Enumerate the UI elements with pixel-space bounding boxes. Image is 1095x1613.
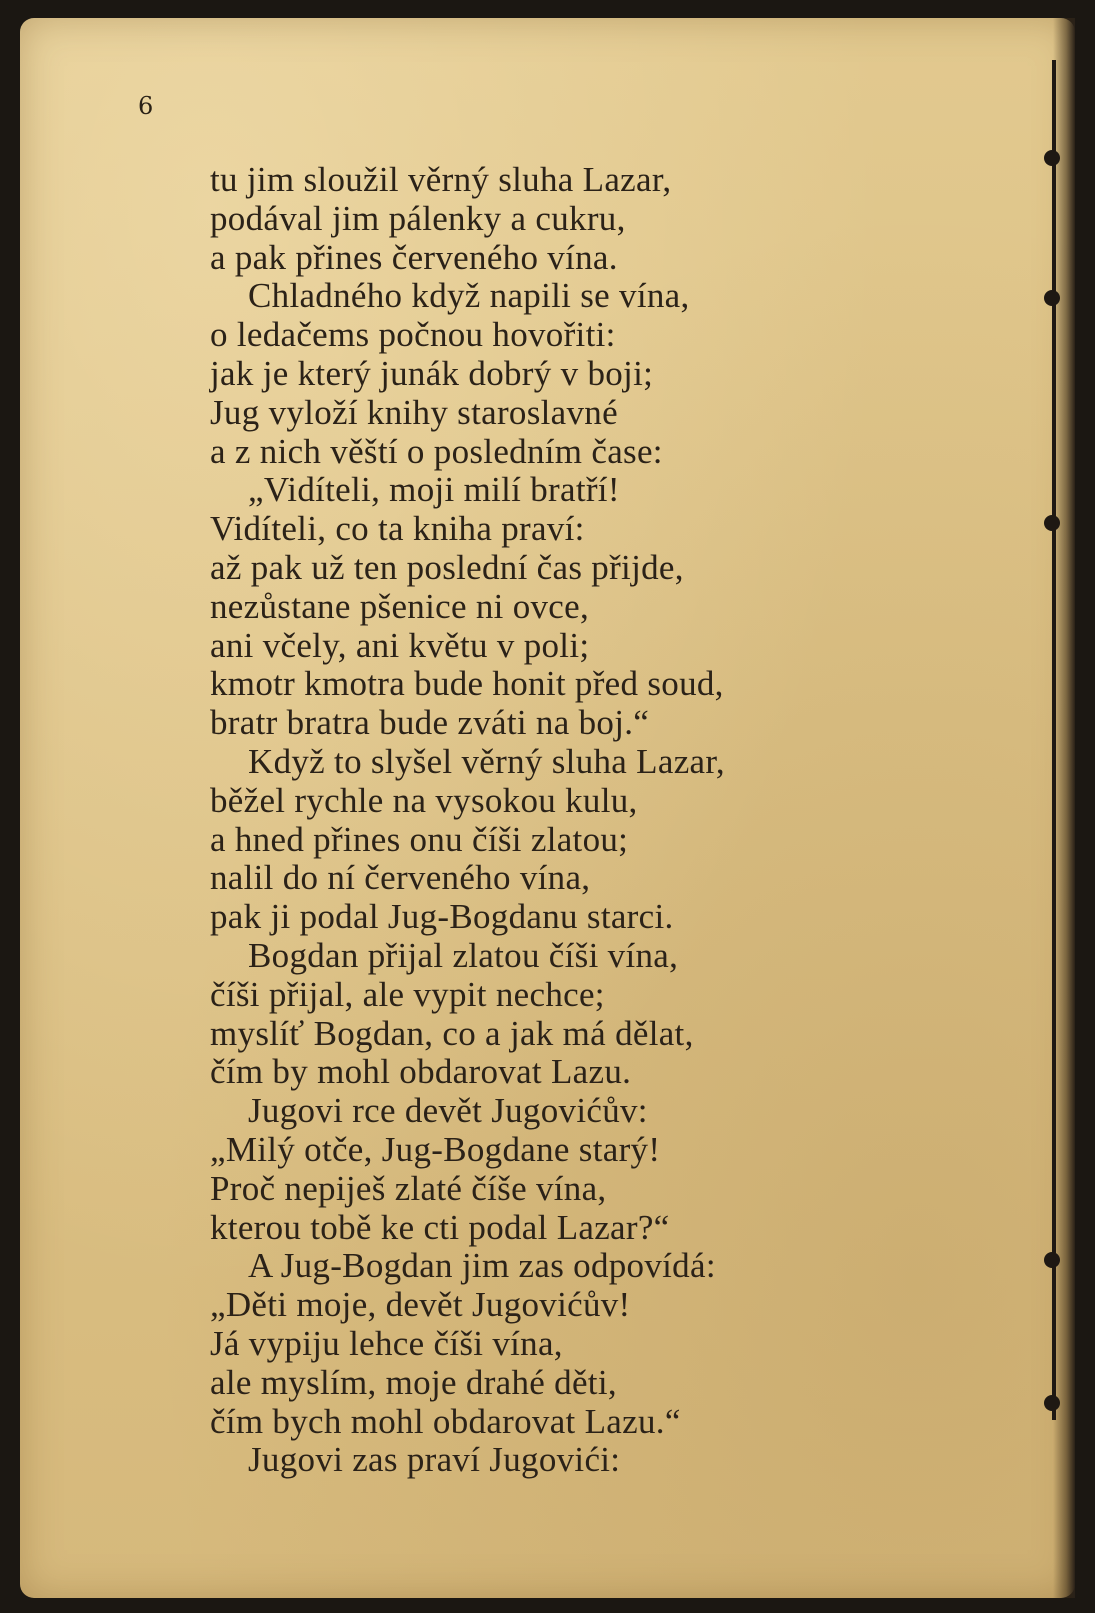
binding-stitch xyxy=(1044,515,1060,531)
poem-line: kmotr kmotra bude honit před soud, xyxy=(210,664,724,704)
binding-stitch xyxy=(1044,290,1060,306)
poem-line: až pak už ten poslední čas přijde, xyxy=(210,547,684,587)
poem-line: a pak přines červeného vína. xyxy=(210,237,618,277)
book-page xyxy=(20,18,1075,1598)
poem-line: čím bych mohl obdarovat Lazu.“ xyxy=(210,1401,681,1441)
poem-line: číši přijal, ale vypit nechce; xyxy=(210,974,605,1014)
poem-line: Já vypiju lehce číši vína, xyxy=(210,1323,563,1363)
poem-line: běžel rychle na vysokou kulu, xyxy=(210,780,638,820)
poem-line: Když to slyšel věrný sluha Lazar, xyxy=(248,741,725,781)
binding-stitch xyxy=(1044,1395,1060,1411)
poem-line: Chladného když napili se vína, xyxy=(248,276,690,316)
poem-line: Jugovi rce devět Jugovićův: xyxy=(248,1091,648,1131)
poem-line: jak je který junák dobrý v boji; xyxy=(210,353,654,393)
poem-line: a z nich věští o posledním čase: xyxy=(210,431,663,471)
binding-edge xyxy=(1053,18,1075,1598)
poem-line: „Vidíteli, moji milí bratří! xyxy=(248,470,620,510)
poem-line: Jugovi zas praví Jugovići: xyxy=(248,1440,621,1480)
poem-line: myslíť Bogdan, co a jak má dělat, xyxy=(210,1013,694,1053)
poem-line: „Milý otče, Jug-Bogdane starý! xyxy=(210,1129,661,1169)
poem-line: Proč nepiješ zlaté číše vína, xyxy=(210,1168,607,1208)
poem-line: čím by mohl obdarovat Lazu. xyxy=(210,1052,632,1092)
binding-thread xyxy=(1052,60,1056,1420)
binding-stitch xyxy=(1044,1252,1060,1268)
poem-line: ale myslím, moje drahé děti, xyxy=(210,1362,617,1402)
poem-line: o ledačems počnou hovořiti: xyxy=(210,315,616,355)
poem-line: podával jim pálenky a cukru, xyxy=(210,198,626,238)
poem-line: pak ji podal Jug-Bogdanu starci. xyxy=(210,897,674,937)
poem-line: bratr bratra bude zváti na boj.“ xyxy=(210,703,650,743)
poem-line: a hned přines onu číši zlatou; xyxy=(210,819,629,859)
poem-line: tu jim sloužil věrný sluha Lazar, xyxy=(210,160,672,199)
poem-line: „Děti moje, devět Jugovićův! xyxy=(210,1285,631,1325)
poem-line: Vidíteli, co ta kniha praví: xyxy=(210,509,585,549)
poem-line: ani včely, ani květu v poli; xyxy=(210,625,590,665)
poem-line: Jug vyloží knihy staroslavné xyxy=(210,392,618,432)
poem-line: Bogdan přijal zlatou číši vína, xyxy=(248,935,679,975)
poem-line: nezůstane pšenice ni ovce, xyxy=(210,586,590,626)
page-number: 6 xyxy=(138,92,154,120)
binding-stitch xyxy=(1044,150,1060,166)
poem-line: kterou tobě ke cti podal Lazar?“ xyxy=(210,1207,670,1247)
poem-text xyxy=(210,161,870,1480)
poem-line: nalil do ní červeného vína, xyxy=(210,858,591,898)
poem-line: A Jug-Bogdan jim zas odpovídá: xyxy=(248,1246,716,1286)
